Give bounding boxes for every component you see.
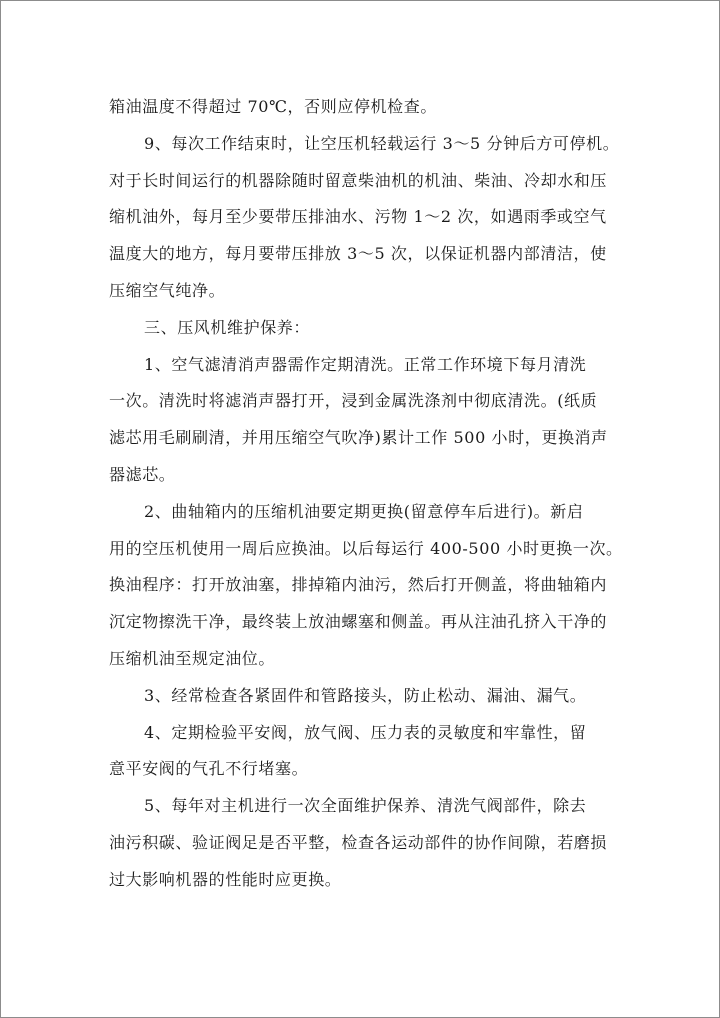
text-line: 2、曲轴箱内的压缩机油要定期更换(留意停车后进行)。新启 (144, 501, 584, 521)
text-line: 器滤芯。 (109, 464, 176, 484)
text-line: 一次。清洗时将滤消声器打开，浸到金属洗涤剂中彻底清洗。(纸质 (109, 391, 598, 411)
document-body (109, 89, 623, 899)
text-line: 油污积碳、验证阀足是否平整，检查各运动部件的协作间隙，若磨损 (109, 832, 608, 852)
text-line: 1、空气滤清消声器需作定期清洗。正常工作环境下每月清洗 (144, 354, 587, 374)
text-line: 温度大的地方，每月要带压排放 3～5 次，以保证机器内部清洁，使 (109, 244, 607, 264)
text-line: 沉定物擦洗干净，最终装上放油螺塞和侧盖。再从注油孔挤入干净的 (109, 612, 608, 632)
text-line: 意平安阀的气孔不行堵塞。 (109, 759, 309, 779)
text-line: 压缩空气纯净。 (109, 280, 226, 300)
text-line: 3、经常检查各紧固件和管路接头，防止松动、漏油、漏气。 (144, 685, 587, 705)
text-line: 过大影响机器的性能时应更换。 (109, 869, 342, 889)
text-line: 对于长时间运行的机器除随时留意柴油机的机油、柴油、冷却水和压 (109, 170, 608, 190)
text-line: 5、每年对主机进行一次全面维护保养、清洗气阀部件，除去 (144, 796, 587, 816)
text-line: 4、定期检验平安阀，放气阀、压力表的灵敏度和牢靠性，留 (144, 722, 587, 742)
text-line: 换油程序：打开放油塞，排掉箱内油污，然后打开侧盖，将曲轴箱内 (109, 575, 608, 595)
text-line: 滤芯用毛刷刷清，并用压缩空气吹净)累计工作 500 小时，更换消声 (109, 428, 608, 448)
text-line: 9、每次工作结束时，让空压机轻载运行 3～5 分钟后方可停机。 (144, 133, 620, 153)
text-line: 压缩机油至规定油位。 (109, 648, 276, 668)
text-line: 缩机油外，每月至少要带压排油水、污物 1～2 次，如遇雨季或空气 (109, 207, 607, 227)
section-heading: 三、压风机维护保养： (144, 317, 311, 337)
text-line: 箱油温度不得超过 70℃，否则应停机检查。 (109, 97, 437, 116)
text-line: 用的空压机使用一周后应换油。以后每运行 400-500 小时更换一次。 (109, 538, 623, 558)
